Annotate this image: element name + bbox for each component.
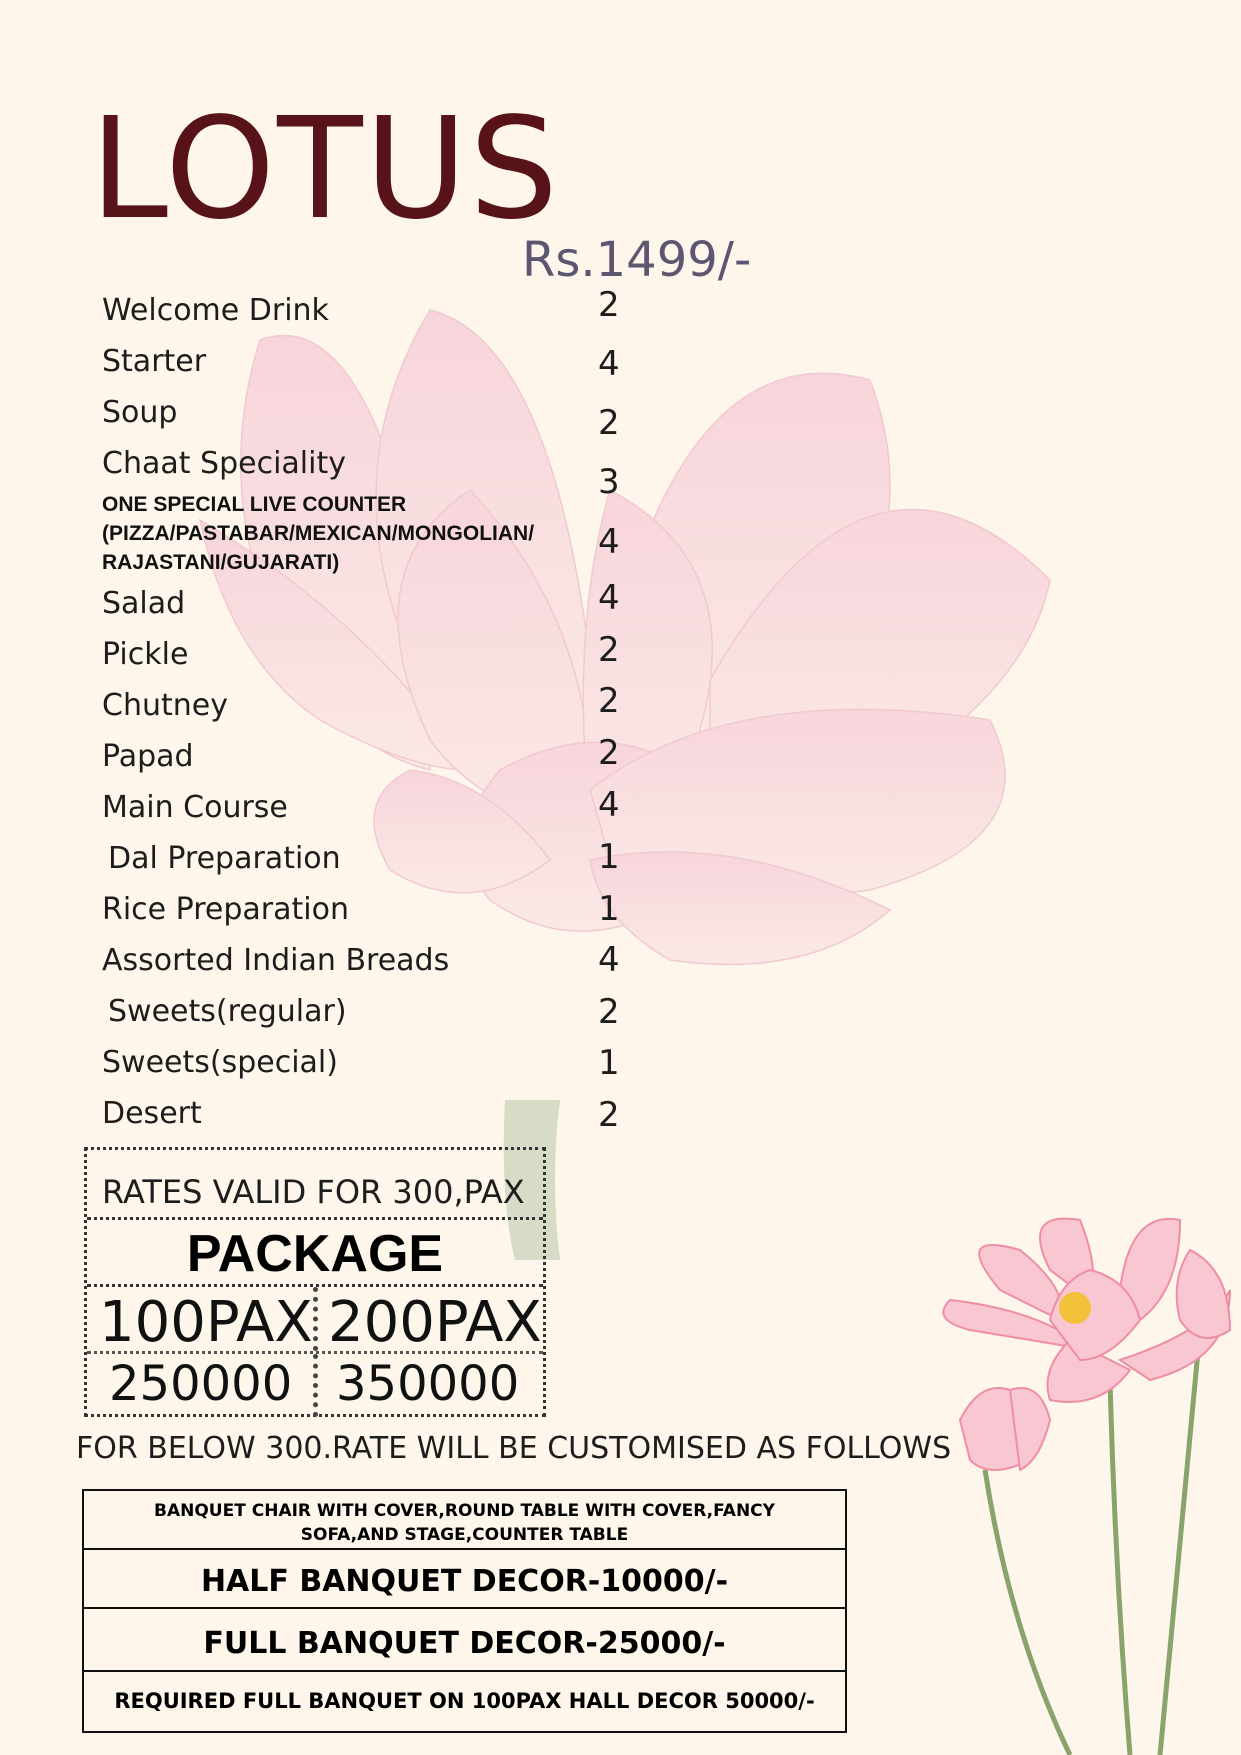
amount-row xyxy=(87,1354,543,1417)
qty-sweets-special: 1 xyxy=(598,1043,620,1083)
menu-item-starter: Starter xyxy=(102,344,207,379)
menu-item-rice-preparation: Rice Preparation xyxy=(102,892,349,927)
amount-cell xyxy=(87,1354,313,1417)
amount-100-pax: 250000 xyxy=(109,1356,293,1412)
menu-item-papad: Papad xyxy=(102,739,194,774)
menu-item-chaat-speciality: Chaat Speciality xyxy=(102,446,346,481)
qty-pickle: 2 xyxy=(598,630,620,670)
menu-item-welcome-drink: Welcome Drink xyxy=(102,293,329,328)
qty-indian-breads: 4 xyxy=(598,940,620,980)
half-banquet-row xyxy=(84,1550,845,1609)
background-lotus-image xyxy=(170,300,1150,1260)
corner-lotus-flowers-image xyxy=(930,1210,1241,1755)
menu-item-soup: Soup xyxy=(102,395,178,430)
qty-main-course: 4 xyxy=(598,785,620,825)
qty-dal-preparation: 1 xyxy=(598,837,620,877)
menu-item-indian-breads: Assorted Indian Breads xyxy=(102,943,450,978)
rates-table xyxy=(84,1147,546,1417)
required-decor-text: REQUIRED FULL BANQUET ON 100PAX HALL DECOR 50000/- xyxy=(114,1689,815,1713)
full-banquet-row xyxy=(84,1609,845,1672)
menu-title: LOTUS xyxy=(90,88,561,251)
rates-validity-row xyxy=(87,1150,543,1220)
decor-items-text: BANQUET CHAIR WITH COVER,ROUND TABLE WITH COVER,FANCY SOFA,AND STAGE,COUNTER TABLE xyxy=(154,1501,775,1545)
pax-row xyxy=(87,1287,543,1354)
required-decor-row xyxy=(84,1672,845,1733)
menu-item-dal-preparation: Dal Preparation xyxy=(108,841,341,876)
qty-papad: 2 xyxy=(598,733,620,773)
qty-live-counter: 4 xyxy=(598,522,620,562)
menu-item-pickle: Pickle xyxy=(102,637,189,672)
decor-items-row xyxy=(84,1491,845,1550)
amount-200-pax: 350000 xyxy=(336,1356,520,1412)
qty-sweets-regular: 2 xyxy=(598,992,620,1032)
full-banquet-decor-text: FULL BANQUET DECOR-25000/- xyxy=(203,1626,726,1661)
pax-cell xyxy=(87,1287,313,1355)
qty-chutney: 2 xyxy=(598,681,620,721)
below-300-note: FOR BELOW 300.RATE WILL BE CUSTOMISED AS FOLLOWS xyxy=(76,1431,952,1466)
qty-salad: 4 xyxy=(598,578,620,618)
package-header-row xyxy=(87,1220,543,1287)
pax-200-label: 200PAX xyxy=(328,1290,542,1355)
qty-chaat-speciality: 3 xyxy=(598,462,620,502)
decor-table xyxy=(82,1489,847,1733)
menu-item-desert: Desert xyxy=(102,1096,202,1131)
half-banquet-decor-text: HALF BANQUET DECOR-10000/- xyxy=(200,1564,729,1599)
qty-soup: 2 xyxy=(598,403,620,443)
menu-item-sweets-special: Sweets(special) xyxy=(102,1045,338,1080)
pax-cell xyxy=(313,1287,548,1355)
qty-starter: 4 xyxy=(598,344,620,384)
qty-welcome-drink: 2 xyxy=(598,285,620,325)
package-label: PACKAGE xyxy=(186,1225,444,1283)
menu-item-salad: Salad xyxy=(102,586,186,621)
menu-item-live-counter: ONE SPECIAL LIVE COUNTER (PIZZA/PASTABAR/MEXICAN/MONGOLIAN/ RAJASTANI/GUJARATI) xyxy=(102,493,535,574)
price-per-plate: Rs.1499/- xyxy=(522,232,752,288)
pax-100-label: 100PAX xyxy=(99,1290,313,1355)
amount-cell xyxy=(313,1354,548,1417)
menu-item-chutney: Chutney xyxy=(102,688,228,723)
qty-desert: 2 xyxy=(598,1095,620,1135)
qty-rice-preparation: 1 xyxy=(598,889,620,929)
rates-validity-text: RATES VALID FOR 300,PAX xyxy=(102,1173,525,1211)
menu-item-main-course: Main Course xyxy=(102,790,288,825)
menu-item-sweets-regular: Sweets(regular) xyxy=(108,994,347,1029)
